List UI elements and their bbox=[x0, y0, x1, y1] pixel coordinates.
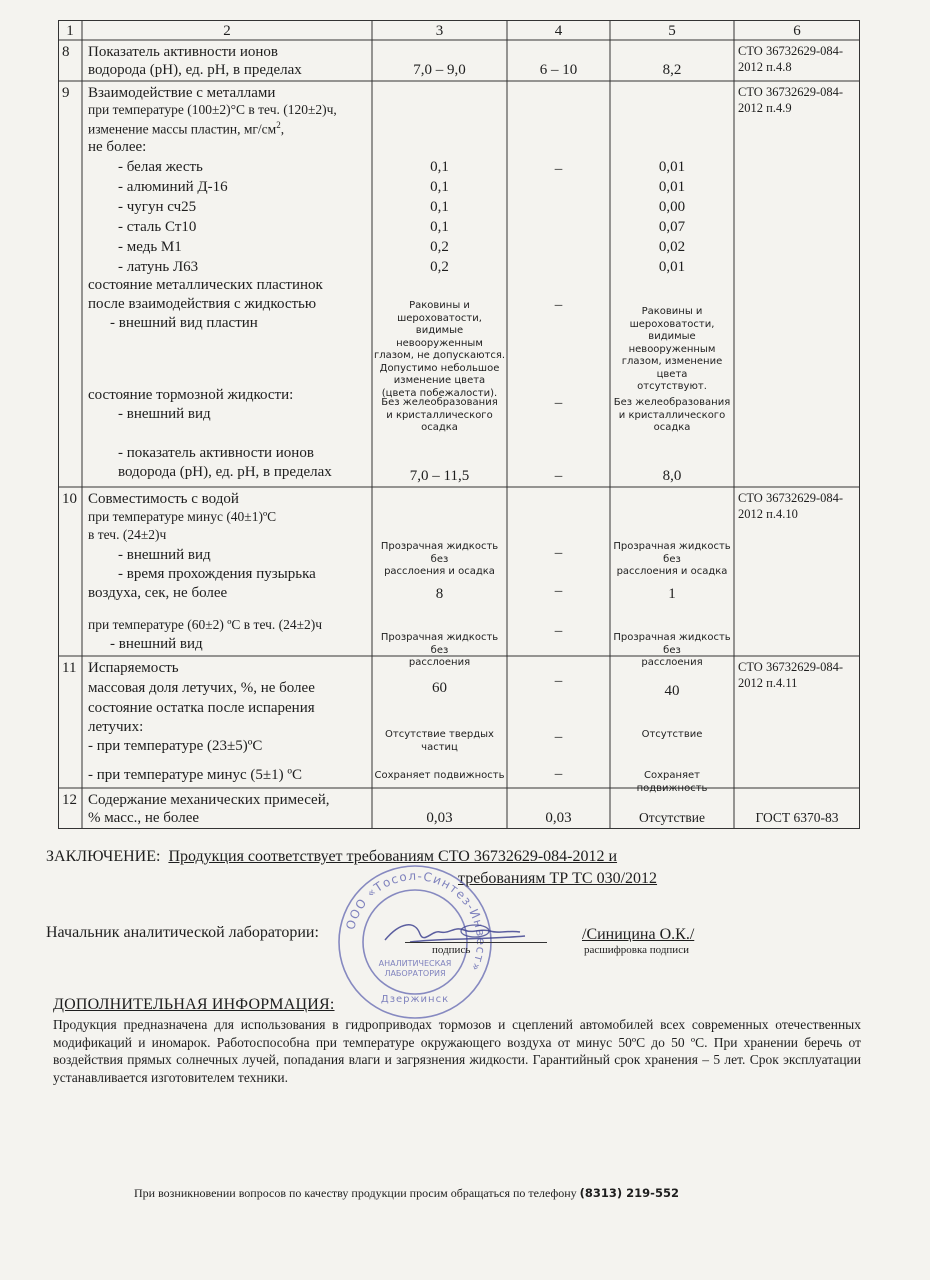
metal-steel: - сталь Ст10 bbox=[118, 219, 197, 235]
row10-col4-dash1: – bbox=[554, 545, 563, 561]
norm-metal-6: 0,2 bbox=[430, 259, 449, 275]
row10-actual-time: 1 bbox=[668, 586, 676, 602]
row11-norm-residue1: Отсутствие твердых частиц bbox=[385, 729, 494, 753]
row11-name-line4: летучих: bbox=[88, 719, 144, 735]
row8-actual: 8,2 bbox=[662, 62, 682, 78]
svg-text:АНАЛИТИЧЕСКАЯ: АНАЛИТИЧЕСКАЯ bbox=[378, 959, 452, 968]
row12-number: 12 bbox=[62, 792, 77, 808]
plates-actual: Раковины и шероховатости, видимые невооруженным глазом, изменение цвета отсутствуют. bbox=[621, 306, 723, 392]
row12-actual: Отсутствие bbox=[639, 810, 705, 825]
row8-standard: СТО 36732629-084-2012 п.4.8 bbox=[738, 44, 844, 74]
ph-norm: 7,0 – 11,5 bbox=[409, 468, 470, 484]
row10-name-line7: при температуре (60±2) ºС в теч. (24±2)ч bbox=[88, 617, 323, 632]
actual-metal-4: 0,07 bbox=[658, 219, 686, 235]
row11-name-line1: Испаряемость bbox=[88, 660, 179, 676]
conclusion-text-line1: Продукция соответствует требованиям СТО 36732629-084-2012 и bbox=[168, 848, 618, 865]
plates-line2: после взаимодействия с жидкостью bbox=[88, 296, 317, 312]
row11-norm-volatile: 60 bbox=[432, 680, 447, 696]
row10-name-line6: воздуха, сек, не более bbox=[88, 585, 228, 601]
header-col-5: 5 bbox=[668, 23, 676, 39]
ph-line2: водорода (pH), ед. pH, в пределах bbox=[118, 464, 332, 480]
header-col-1: 1 bbox=[66, 23, 74, 39]
row12-col4: 0,03 bbox=[545, 810, 572, 826]
plates-norm: Раковины и шероховатости, видимые невооруженным глазом, не допускаются. Допустимо небольшое изменение цвета (цвета побежалости). bbox=[373, 300, 506, 399]
ph-col4-dash: – bbox=[554, 468, 563, 484]
plates-line1: состояние металлических пластинок bbox=[88, 277, 323, 293]
row10-actual-look2: Прозрачная жидкость без расслоения bbox=[613, 632, 731, 668]
row11-col4-dash3: – bbox=[554, 766, 563, 782]
brake-col4-dash: – bbox=[554, 395, 563, 411]
norm-metal-1: 0,1 bbox=[430, 159, 449, 175]
row10-col4-dash3: – bbox=[554, 623, 563, 639]
plates-col4-dash: – bbox=[554, 297, 563, 313]
metal-copper: - медь М1 bbox=[118, 239, 182, 255]
actual-metal-2: 0,01 bbox=[658, 179, 686, 195]
header-col-2: 2 bbox=[223, 23, 231, 39]
row10-name-line8: - внешний вид bbox=[110, 636, 203, 652]
actual-metal-3: 0,00 bbox=[658, 199, 686, 215]
row8-name-line2: водорода (pH), ед. pH, в пределах bbox=[88, 62, 302, 78]
metal-white-tin: - белая жесть bbox=[118, 159, 203, 175]
row8-col4: 6 – 10 bbox=[539, 62, 578, 78]
plates-line3: - внешний вид пластин bbox=[110, 315, 258, 331]
row10-col4-dash2: – bbox=[554, 583, 563, 599]
header-col-4: 4 bbox=[554, 23, 563, 39]
metal-brass: - латунь Л63 bbox=[118, 259, 199, 275]
row10-name-line1: Совместимость с водой bbox=[88, 491, 239, 507]
row11-actual-residue1: Отсутствие bbox=[641, 729, 703, 740]
norm-metal-3: 0,1 bbox=[430, 199, 449, 215]
row10-actual-look1: Прозрачная жидкость без расслоения и осадка bbox=[613, 541, 731, 577]
brake-line1: состояние тормозной жидкости: bbox=[88, 387, 294, 403]
row10-name-line2: при температуре минус (40±1)ºС bbox=[88, 509, 277, 524]
row9-col4-dash: – bbox=[554, 161, 563, 177]
additional-info-heading: ДОПОЛНИТЕЛЬНАЯ ИНФОРМАЦИЯ: bbox=[53, 996, 335, 1013]
header-col-6: 6 bbox=[793, 23, 801, 39]
row12-standard: ГОСТ 6370-83 bbox=[755, 810, 839, 825]
signer-name-caption: расшифровка подписи bbox=[584, 944, 689, 956]
header-col-3: 3 bbox=[435, 23, 444, 39]
actual-metal-5: 0,02 bbox=[658, 239, 686, 255]
row9-name-line2: при температуре (100±2)°С в теч. (120±2)ч, bbox=[88, 102, 337, 117]
row10-standard: СТО 36732629-084-2012 п.4.10 bbox=[738, 491, 844, 521]
metal-cast-iron: - чугун сч25 bbox=[118, 199, 197, 215]
signer-name: /Синицина О.К./ bbox=[582, 926, 695, 943]
row11-name-line2: массовая доля летучих, %, не более bbox=[88, 680, 315, 696]
row10-name-line5: - время прохождения пузырька bbox=[118, 566, 316, 582]
actual-metal-1: 0,01 bbox=[658, 159, 686, 175]
row12-norm: 0,03 bbox=[426, 810, 453, 826]
row12-name-line1: Содержание механических примесей, bbox=[88, 792, 330, 808]
row11-number: 11 bbox=[62, 660, 77, 676]
norm-metal-2: 0,1 bbox=[430, 179, 449, 195]
svg-text:ООО «Тосол-Синтез-Инвест»: ООО «Тосол-Синтез-Инвест» bbox=[343, 868, 489, 975]
actual-metal-6: 0,01 bbox=[658, 259, 686, 275]
footer-phone: (8313) 219-552 bbox=[579, 1186, 679, 1200]
row11-name-line3: состояние остатка после испарения bbox=[88, 700, 315, 716]
row10-name-line4: - внешний вид bbox=[118, 547, 211, 563]
brake-actual: Без желеобразования и кристаллического осадка bbox=[613, 397, 731, 433]
row8-norm: 7,0 – 9,0 bbox=[413, 62, 466, 78]
footer-text: При возникновении вопросов по качеству продукции просим обращаться по телефону bbox=[134, 1186, 577, 1200]
norm-metal-5: 0,2 bbox=[430, 239, 449, 255]
row9-name-line4: не более: bbox=[88, 139, 147, 155]
row11-col4-dash2: – bbox=[554, 729, 563, 745]
row10-number: 10 bbox=[62, 491, 77, 507]
row11-name-line6: - при температуре минус (5±1) ºС bbox=[88, 767, 303, 783]
row11-standard: СТО 36732629-084-2012 п.4.11 bbox=[738, 660, 844, 690]
ph-line1: - показатель активности ионов bbox=[118, 445, 314, 461]
row11-actual-volatile: 40 bbox=[664, 683, 680, 699]
row8-number: 8 bbox=[62, 44, 70, 60]
signature-line bbox=[405, 942, 547, 943]
conclusion-text-line2: требованиям ТР ТС 030/2012 bbox=[458, 870, 658, 887]
row10-norm-look1: Прозрачная жидкость без расслоения и осадка bbox=[380, 541, 499, 577]
brake-line2: - внешний вид bbox=[118, 406, 211, 422]
row10-norm-time: 8 bbox=[435, 586, 444, 602]
brake-norm: Без желеобразования и кристаллического осадка bbox=[381, 397, 498, 433]
svg-text:Дзержинск: Дзержинск bbox=[380, 994, 450, 1005]
row12-name-line2: % масс., не более bbox=[88, 810, 200, 826]
row10-norm-look2: Прозрачная жидкость без расслоения bbox=[380, 632, 499, 668]
row11-norm-residue2: Сохраняет подвижность bbox=[374, 770, 505, 781]
row9-number: 9 bbox=[62, 85, 70, 101]
row11-col4-dash1: – bbox=[554, 673, 563, 689]
conclusion-label: ЗАКЛЮЧЕНИЕ: bbox=[46, 848, 161, 865]
row9-name-line1: Взаимодействие с металлами bbox=[88, 85, 276, 101]
metal-aluminium: - алюминий Д-16 bbox=[118, 179, 228, 195]
signature-caption: подпись bbox=[432, 944, 471, 956]
row11-actual-residue2: Сохраняет подвижность bbox=[636, 770, 708, 794]
footer-contact bbox=[134, 1186, 679, 1201]
svg-text:ЛАБОРАТОРИЯ: ЛАБОРАТОРИЯ bbox=[384, 969, 446, 978]
row11-name-line5: - при температуре (23±5)ºС bbox=[88, 738, 263, 754]
test-results-table bbox=[58, 20, 860, 830]
signer-role: Начальник аналитической лаборатории: bbox=[46, 924, 319, 941]
conclusion bbox=[46, 848, 617, 866]
row9-name-line3: изменение массы пластин, $мг/см^2$, bbox=[88, 120, 285, 137]
row9-standard: СТО 36732629-084-2012 п.4.9 bbox=[738, 85, 844, 115]
additional-info-text: Продукция предназначена для использования в гидроприводах тормозов и сцеплений автомобилей всех современных отечественных модификаций и иномарок. Работоспособна при температуре окружающего воздуха от минус 50ºС до 50 ºС. При хранении беречь от воздействия прямых солнечных лучей, попадания влаги и загрязнения жидкости. Гарантийный срок хранения – 5 лет. Срок эксплуатации устанавливается изготовителем техники. bbox=[53, 1017, 861, 1085]
ph-actual: 8,0 bbox=[662, 468, 682, 484]
row8-name-line1: Показатель активности ионов bbox=[88, 44, 278, 60]
norm-metal-4: 0,1 bbox=[430, 219, 449, 235]
row10-name-line3: в теч. (24±2)ч bbox=[88, 527, 167, 542]
